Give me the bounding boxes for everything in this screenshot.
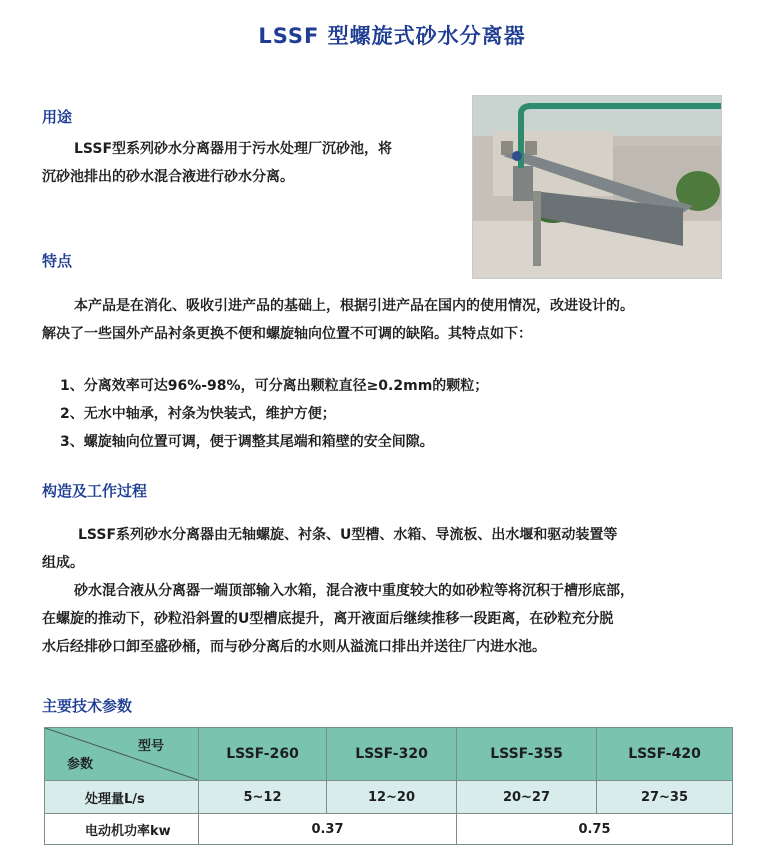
model-header: LSSF-320 (327, 728, 457, 781)
construction-line-4: 在螺旋的推动下，砂粒沿斜置的U型槽底提升，离开液面后继续推移一段距离，在砂粒充分脱 (42, 611, 614, 627)
usage-line-1: LSSF型系列砂水分离器用于污水处理厂沉砂池，将 (74, 141, 393, 157)
table-cell: 27~35 (597, 781, 733, 814)
model-header: LSSF-355 (457, 728, 597, 781)
page-title: LSSF 型螺旋式砂水分离器 (258, 24, 526, 48)
row-label: 处理量L/s (45, 781, 199, 814)
table-row (45, 781, 733, 814)
features-list (60, 372, 488, 456)
features-line-1: 本产品是在消化、吸收引进产品的基础上，根据引进产品在国内的使用情况，改进设计的。 (74, 298, 634, 314)
section-heading-params: 主要技术参数 (42, 697, 133, 715)
construction-line-2: 组成。 (42, 555, 84, 571)
construction-line-3: 砂水混合液从分离器一端顶部输入水箱，混合液中重度较大的如砂粒等将沉积于槽形底部， (74, 583, 634, 599)
product-photo (472, 95, 722, 279)
construction-line-5: 水后经排砂口卸至盛砂桶，而与砂分离后的水则从溢流口排出并送往厂内进水池。 (42, 639, 546, 655)
section-heading-construction: 构造及工作过程 (42, 482, 148, 500)
table-row (45, 814, 733, 845)
table-cell: 5~12 (199, 781, 327, 814)
section-heading-features: 特点 (42, 252, 73, 270)
feature-item: 3、螺旋轴向位置可调，便于调整其尾端和箱壁的安全间隙。 (60, 434, 434, 450)
feature-item: 2、无水中轴承，衬条为快装式，维护方便； (60, 406, 336, 422)
table-cell: 0.75 (457, 814, 733, 845)
table-cell: 20~27 (457, 781, 597, 814)
usage-line-2: 沉砂池排出的砂水混合液进行砂水分离。 (42, 169, 294, 185)
table-corner-cell (45, 728, 199, 781)
model-header: LSSF-420 (597, 728, 733, 781)
model-header: LSSF-260 (199, 728, 327, 781)
section-heading-usage: 用途 (42, 108, 73, 126)
corner-label-param: 参数 (67, 757, 94, 772)
table-cell: 0.37 (199, 814, 457, 845)
corner-label-model: 型号 (137, 739, 164, 754)
row-label: 电动机功率kw (45, 814, 199, 845)
params-table (44, 727, 733, 845)
table-header-row (45, 728, 733, 781)
features-line-2: 解决了一些国外产品衬条更换不便和螺旋轴向位置不可调的缺陷。其特点如下： (42, 326, 532, 342)
table-cell: 12~20 (327, 781, 457, 814)
feature-item: 1、分离效率可达96%-98%，可分离出颗粒直径≥0.2mm的颗粒； (60, 378, 489, 394)
construction-line-1: LSSF系列砂水分离器由无轴螺旋、衬条、U型槽、水箱、导流板、出水堰和驱动装置等 (78, 527, 618, 543)
